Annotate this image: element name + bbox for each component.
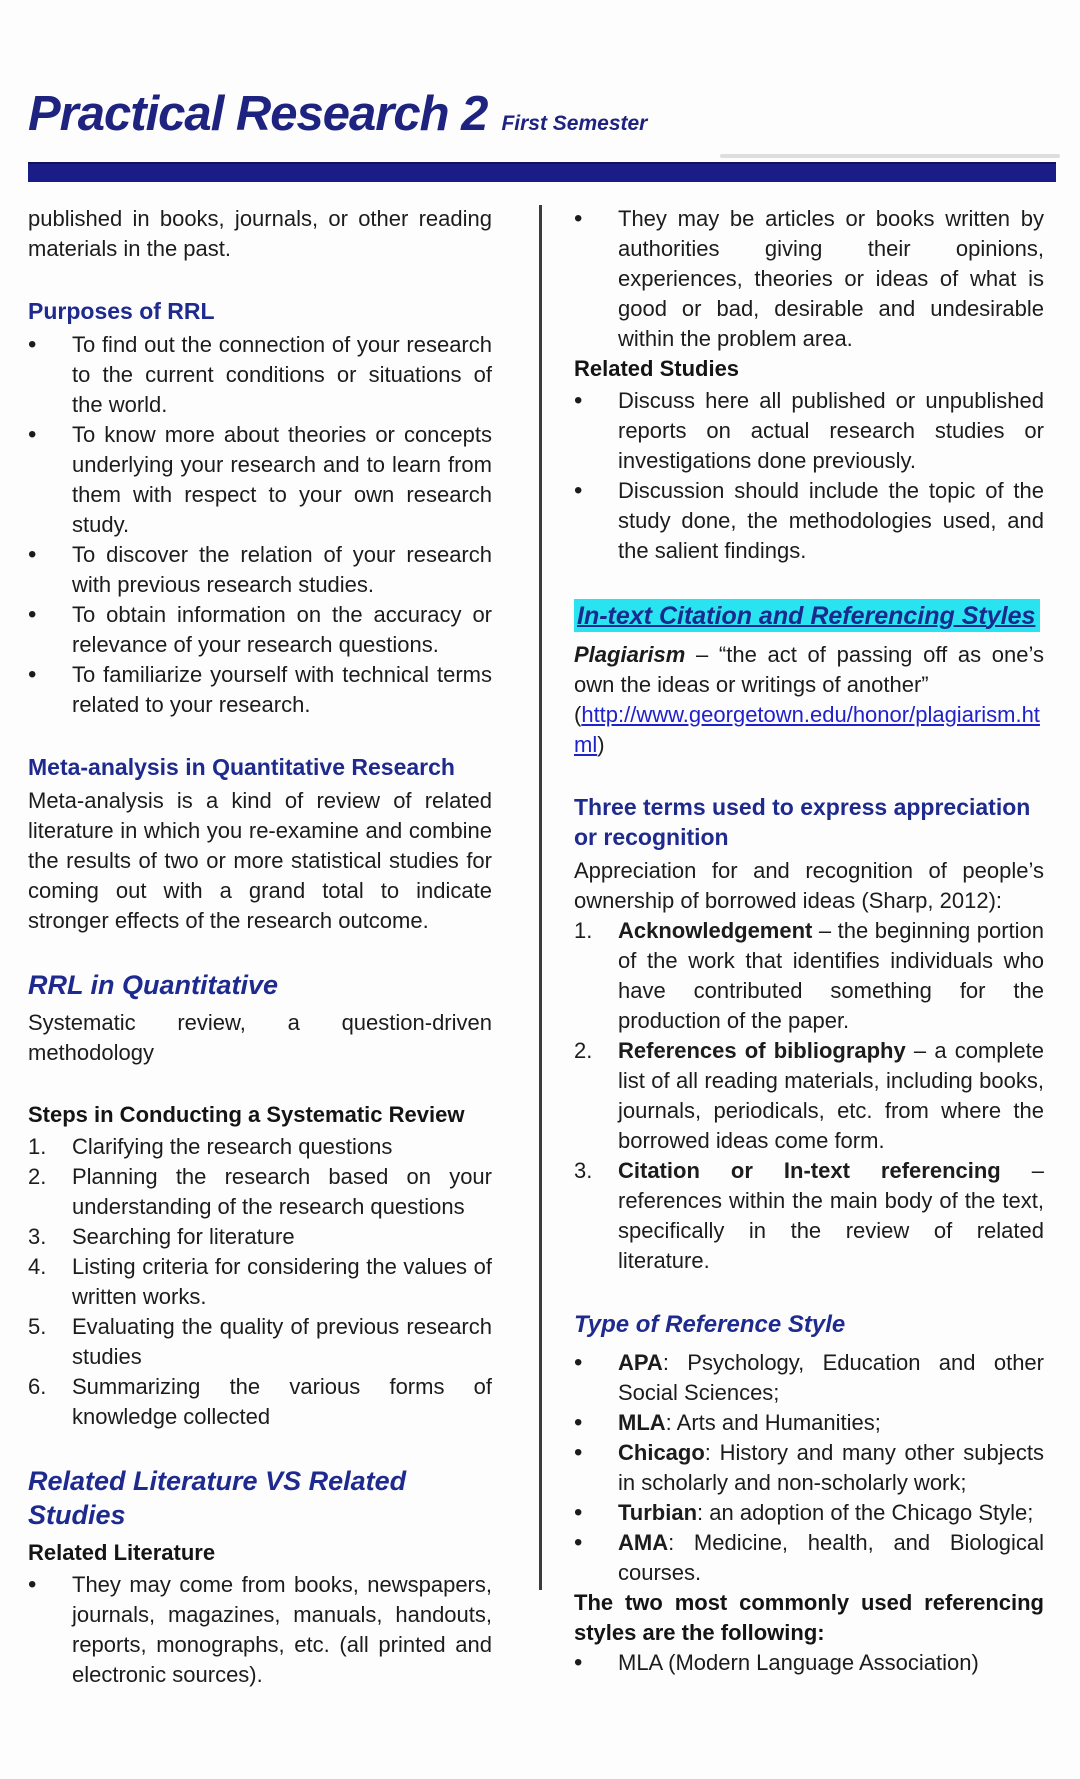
- numbered-item: [574, 1036, 1044, 1156]
- header-accent-line: [720, 154, 1060, 158]
- bullet-icon: [574, 1648, 618, 1678]
- list-item: [574, 1648, 1044, 1678]
- heading-systematic-review-steps: Steps in Conducting a Systematic Review: [28, 1102, 465, 1127]
- list-item-text: [618, 1528, 1044, 1588]
- number-marker: [28, 1372, 72, 1432]
- right-column: [574, 204, 1044, 1722]
- title-divider-bar: [28, 162, 1056, 182]
- list-item-text: Discussion should include the topic of the study done, the methodologies used, and the salient findings.: [618, 478, 1044, 563]
- numbered-item: [574, 1156, 1044, 1276]
- related-literature-continued-list: [574, 204, 1044, 354]
- bullet-icon: [28, 330, 72, 420]
- section-related-studies: [574, 354, 1044, 566]
- heading-intext-citation: In-text Citation and Referencing Styles: [574, 599, 1040, 632]
- heading-related-lit-vs-studies: Related Literature VS Related Studies: [28, 1466, 407, 1530]
- list-item-text: [618, 1348, 1044, 1408]
- numbered-item-text: Summarizing the various forms of knowledge collected: [72, 1374, 492, 1429]
- heading-type-of-reference-style: Type of Reference Style: [574, 1311, 846, 1338]
- list-item: [28, 420, 492, 540]
- rrl-quantitative-paragraph: Systematic review, a question-driven methodology: [28, 1010, 492, 1065]
- plagiarism-link[interactable]: http://www.georgetown.edu/honor/plagiarism.html: [574, 702, 1040, 757]
- number-marker: [28, 1222, 72, 1252]
- section-systematic-review-steps: [28, 1100, 492, 1432]
- bullet-icon: [574, 1408, 618, 1438]
- style-text: : Medicine, health, and Biological courses.: [618, 1530, 1044, 1585]
- number-marker: [28, 1312, 72, 1372]
- page-header: [28, 86, 1056, 142]
- style-lead: MLA: [618, 1410, 666, 1435]
- list-item: [574, 386, 1044, 476]
- purposes-list: [28, 330, 492, 720]
- section-purposes-of-rrl: [28, 296, 492, 720]
- section-meta-analysis: [28, 752, 492, 936]
- highlighted-heading-wrap: [574, 598, 1044, 634]
- style-text: : History and many other subjects in scholarly and non-scholarly work;: [618, 1440, 1044, 1495]
- list-item: [574, 1498, 1044, 1528]
- left-column: [28, 204, 492, 1722]
- numbered-item-text: Listing criteria for considering the values of written works.: [72, 1254, 492, 1309]
- plagiarism-term: Plagiarism: [574, 642, 686, 667]
- style-text: : an adoption of the Chicago Style;: [697, 1500, 1034, 1525]
- three-terms-list: [574, 916, 1044, 1276]
- list-item: [28, 330, 492, 420]
- page-title: Practical Research 2: [28, 87, 488, 141]
- paren-close: ): [597, 732, 605, 757]
- number-marker: [574, 1156, 618, 1276]
- subheading-related-literature: Related Literature: [28, 1540, 216, 1565]
- section-three-terms: [574, 792, 1044, 1276]
- reference-styles-list: [574, 1348, 1044, 1588]
- list-item-text: To familiarize yourself with technical terms related to your research.: [72, 662, 492, 717]
- bullet-icon: [28, 420, 72, 540]
- number-marker: [574, 916, 618, 1036]
- numbered-item-text: [618, 916, 1044, 1036]
- list-item-text: To obtain information on the accuracy or relevance of your research questions.: [72, 602, 492, 657]
- heading-rrl-in-quantitative: RRL in Quantitative: [28, 970, 279, 1000]
- term-lead: Acknowledgement: [618, 918, 813, 943]
- list-item-text: MLA (Modern Language Association): [618, 1650, 979, 1675]
- number-marker: [28, 1252, 72, 1312]
- number-marker: [28, 1162, 72, 1222]
- term-lead: Citation or In-text referencing: [618, 1158, 1001, 1183]
- list-item-text: They may be articles or books written by authorities giving their opinions, experiences, theories or ideas of what is good or bad, desirable and undesirable within the problem area.: [618, 206, 1044, 351]
- list-item: [574, 1408, 1044, 1438]
- page-subtitle: First Semester: [501, 112, 648, 135]
- list-item: [28, 660, 492, 720]
- number-marker: [28, 1132, 72, 1162]
- term-text: – references within the main body of the text, specifically in the review of related literature.: [618, 1158, 1044, 1273]
- heading-purposes-of-rrl: Purposes of RRL: [28, 298, 215, 324]
- related-studies-list: [574, 386, 1044, 566]
- numbered-item-text: Clarifying the research questions: [72, 1134, 393, 1159]
- numbered-item: [574, 916, 1044, 1036]
- section-related-lit-vs-studies: [28, 1464, 492, 1690]
- list-item: [28, 540, 492, 600]
- bullet-icon: [574, 1498, 618, 1528]
- bullet-icon: [574, 1438, 618, 1498]
- term-lead: References of bibliography: [618, 1038, 906, 1063]
- list-item-text: To know more about theories or concepts underlying your research and to learn from them with respect to your own research study.: [72, 422, 492, 537]
- bullet-icon: [28, 600, 72, 660]
- title-row: [28, 86, 1056, 142]
- bullet-icon: [574, 476, 618, 566]
- numbered-item-text: [618, 1036, 1044, 1156]
- section-rrl-in-quantitative: [28, 968, 492, 1068]
- bullet-icon: [574, 1528, 618, 1588]
- three-terms-intro: Appreciation for and recognition of people’s ownership of borrowed ideas (Sharp, 2012):: [574, 858, 1044, 913]
- two-column-content: [28, 204, 1044, 1722]
- list-item: [28, 600, 492, 660]
- list-item-text: [618, 1438, 1044, 1498]
- style-lead: APA: [618, 1350, 663, 1375]
- list-item-text: [618, 1498, 1044, 1528]
- numbered-item-text: Evaluating the quality of previous research studies: [72, 1314, 492, 1369]
- numbered-item: [28, 1252, 492, 1312]
- plagiarism-source-line: [574, 700, 1044, 760]
- list-item-text: To discover the relation of your research with previous research studies.: [72, 542, 492, 597]
- meta-analysis-paragraph: Meta-analysis is a kind of review of related literature in which you re-examine and combine the results of two or more statistical studies for coming out with a grand total to indicate stronger effects of the research outcome.: [28, 788, 492, 933]
- common-styles-list: [574, 1648, 1044, 1678]
- heading-meta-analysis: Meta-analysis in Quantitative Research: [28, 754, 455, 780]
- style-lead: Turbian: [618, 1500, 698, 1525]
- numbered-item: [28, 1312, 492, 1372]
- bullet-icon: [574, 204, 618, 354]
- plagiarism-definition-text: – “the act of passing off as one’s own the ideas or writings of another”: [574, 642, 1044, 697]
- style-text: : Psychology, Education and other Social Sciences;: [618, 1350, 1044, 1405]
- numbered-item-text: Planning the research based on your understanding of the research questions: [72, 1164, 492, 1219]
- list-item-text: Discuss here all published or unpublished reports on actual research studies or investigations done previously.: [618, 388, 1044, 473]
- bullet-icon: [574, 386, 618, 476]
- related-literature-list: [28, 1570, 492, 1690]
- bullet-icon: [28, 1570, 72, 1690]
- bullet-icon: [28, 660, 72, 720]
- bullet-icon: [574, 1348, 618, 1408]
- intro-paragraph: published in books, journals, or other reading materials in the past.: [28, 206, 492, 261]
- numbered-item-text: Searching for literature: [72, 1224, 295, 1249]
- subheading-related-studies: Related Studies: [574, 356, 740, 381]
- bullet-icon: [28, 540, 72, 600]
- list-item-text: They may come from books, newspapers, journals, magazines, manuals, handouts, reports, monographs, etc. (all printed and electronic sources).: [72, 1572, 492, 1687]
- section-reference-styles: [574, 1308, 1044, 1678]
- list-item: [574, 1528, 1044, 1588]
- numbered-item: [28, 1372, 492, 1432]
- list-item-text: [618, 1408, 1044, 1438]
- list-item: [574, 1438, 1044, 1498]
- common-styles-statement: The two most commonly used referencing styles are the following:: [574, 1590, 1044, 1645]
- style-text: : Arts and Humanities;: [665, 1410, 881, 1435]
- list-item: [574, 204, 1044, 354]
- style-lead: AMA: [618, 1530, 669, 1555]
- style-lead: Chicago: [618, 1440, 705, 1465]
- list-item-text: To find out the connection of your research to the current conditions or situations of the world.: [72, 332, 492, 417]
- term-text: – the beginning portion of the work that identifies individuals who have contributed something for the production of the paper.: [618, 918, 1044, 1033]
- numbered-item: [28, 1132, 492, 1162]
- list-item: [574, 476, 1044, 566]
- steps-ordered-list: [28, 1132, 492, 1432]
- numbered-item-text: [618, 1156, 1044, 1276]
- heading-three-terms: Three terms used to express appreciation or recognition: [574, 794, 1031, 850]
- list-item: [28, 1570, 492, 1690]
- paren-open: (: [574, 702, 582, 727]
- numbered-item: [28, 1222, 492, 1252]
- section-citation-styles: [574, 598, 1044, 760]
- term-text: – a complete list of all reading materials, including books, journals, periodicals, etc. from where the borrowed ideas come form.: [618, 1038, 1044, 1153]
- plagiarism-definition: [574, 640, 1044, 700]
- numbered-item: [28, 1162, 492, 1222]
- list-item: [574, 1348, 1044, 1408]
- number-marker: [574, 1036, 618, 1156]
